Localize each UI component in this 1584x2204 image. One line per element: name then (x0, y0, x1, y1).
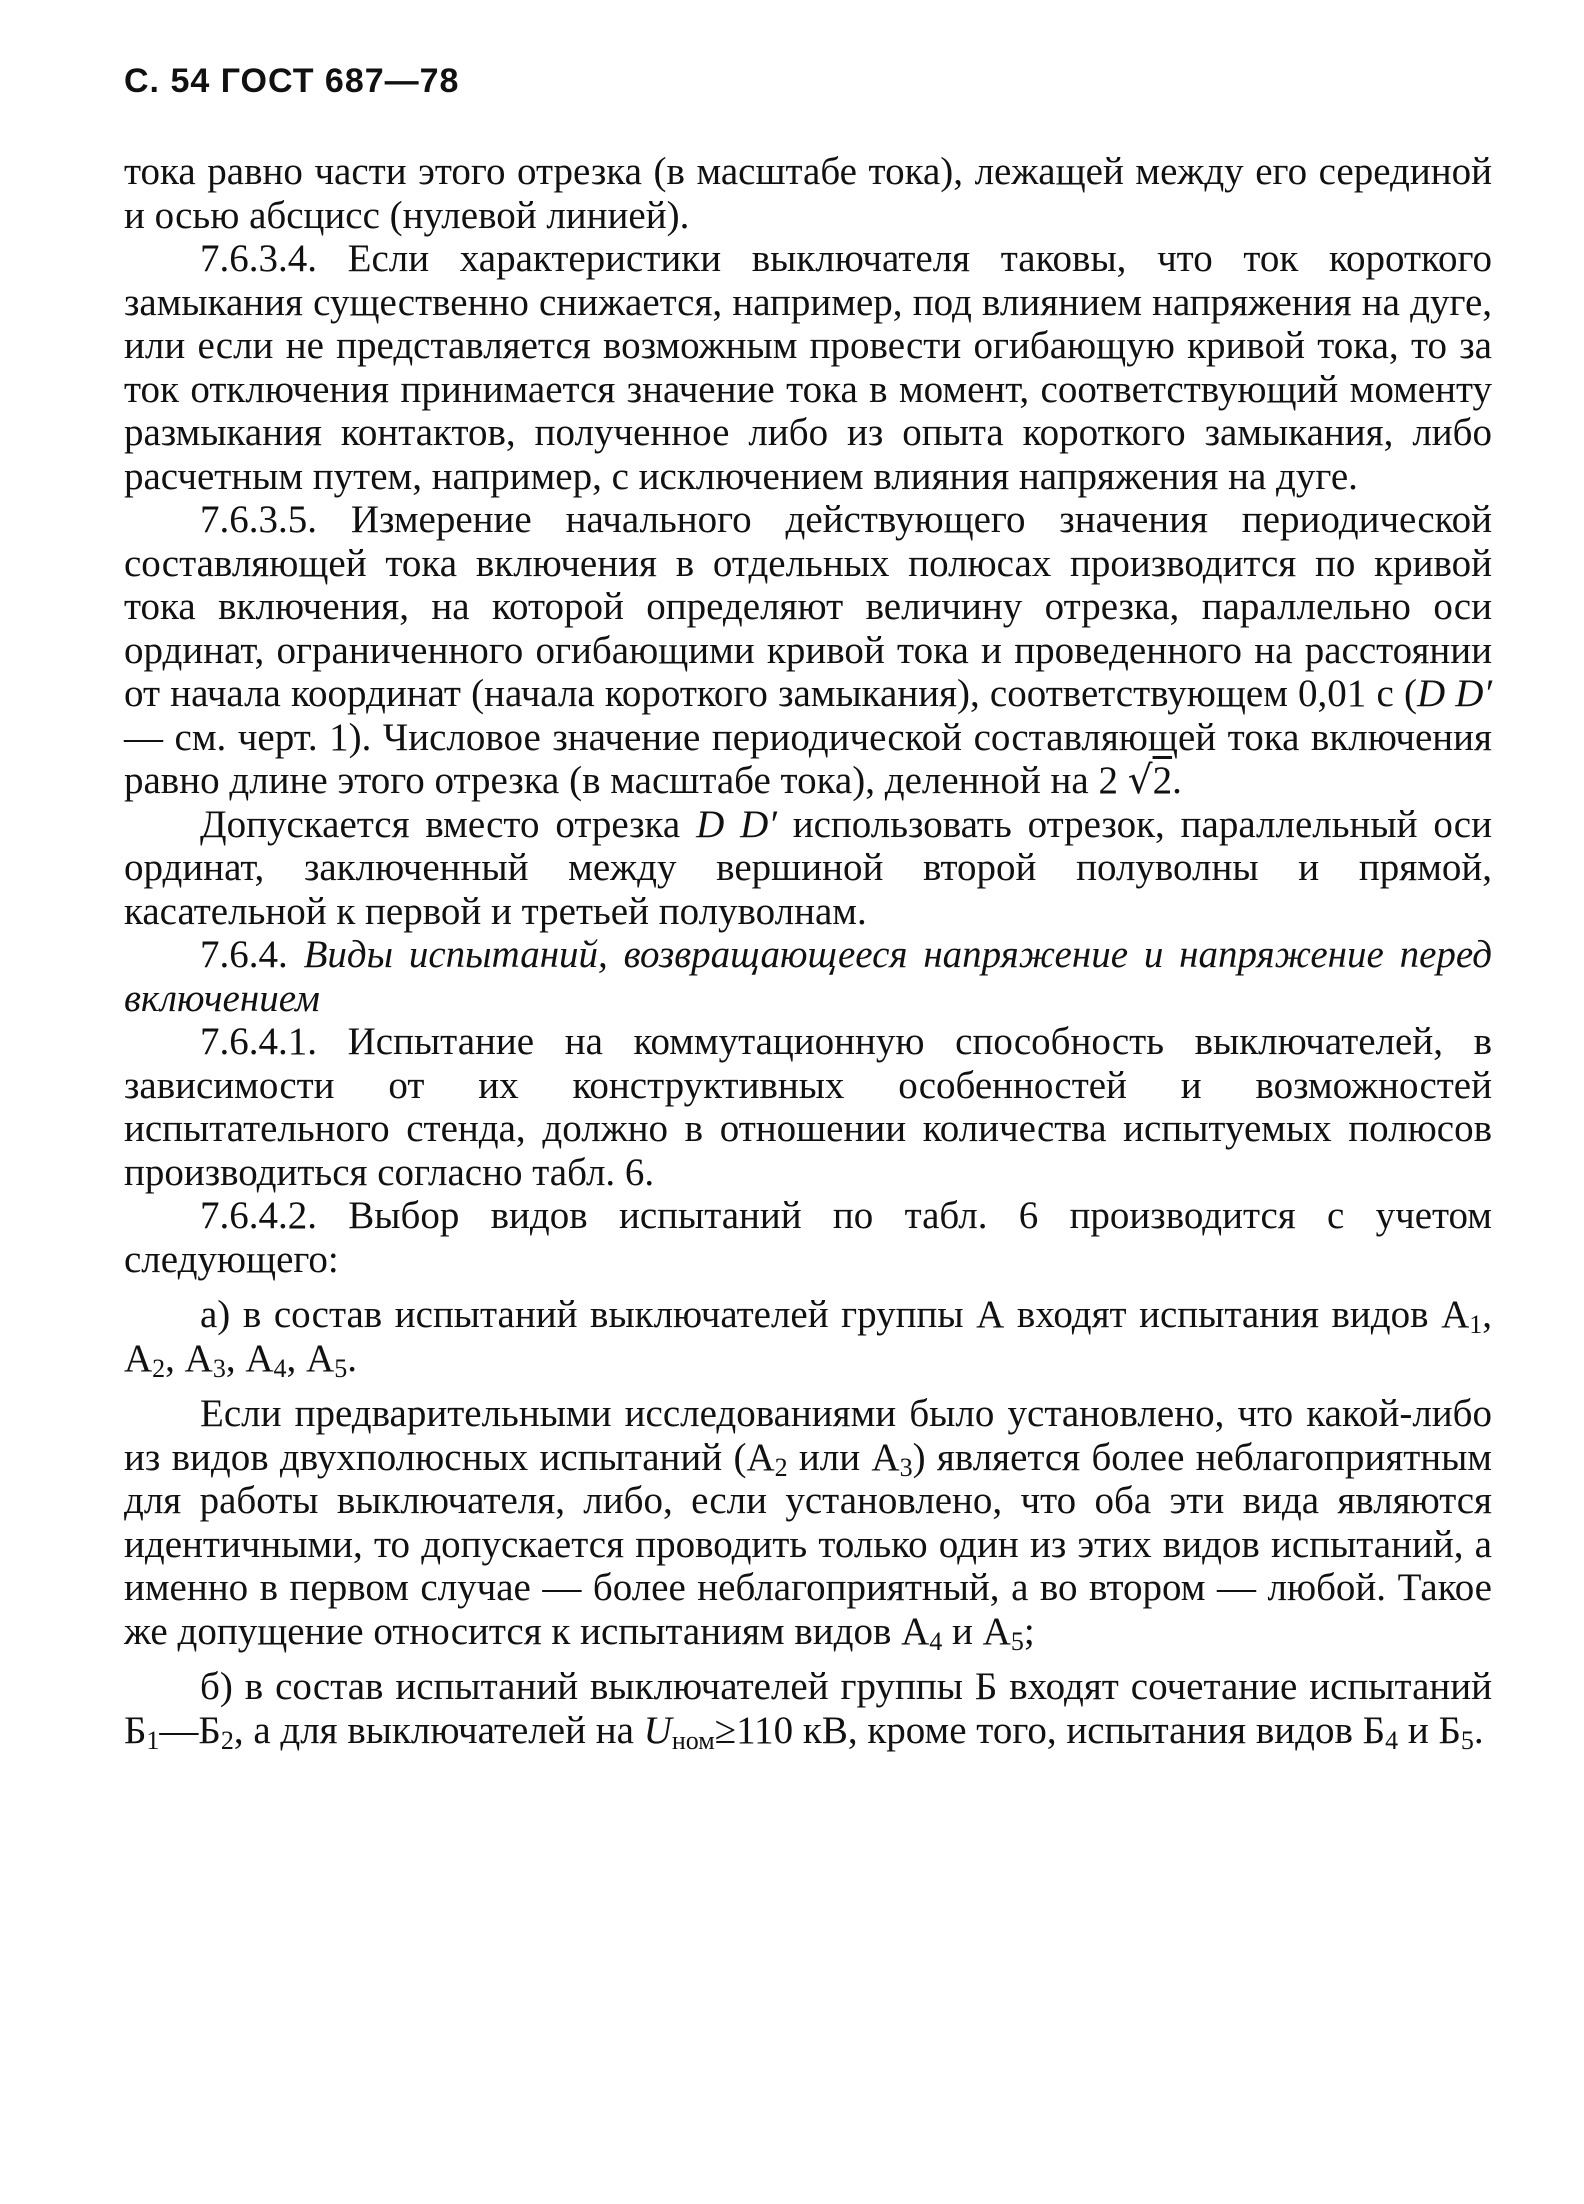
paragraph-conditions (124, 1392, 1492, 1656)
paragraph-7-6-3-4: 7.6.3.4. Если характеристики выключателя таковы, что ток короткого замыкания существенно снижается, например, под влиянием напряжения на дуге, или если не представляется возможным провести огибающую кривой тока, то за ток отключения принимается значение тока в момент, соответствующий моменту размыкания контактов, полученное либо из опыта короткого замыкания, либо расчетным путем, например, с исключением влияния напряжения на дуге. (124, 237, 1492, 498)
separator: , (225, 1336, 246, 1380)
text-run: и (942, 1609, 983, 1653)
paragraph-7-6-4-2: 7.6.4.2. Выбор видов испытаний по табл. 6 производится с учетом следующего: (124, 1194, 1492, 1281)
text-run: использовать отрезок, параллельный оси ординат, заключенный между вершиной второй полуволны и прямой, касательной к первой и третьей полуволнам. (124, 802, 1492, 933)
test-type: А (245, 1336, 274, 1380)
test-type-index: 5 (1460, 1725, 1474, 1755)
list-item-a (124, 1293, 1492, 1383)
body-text (124, 150, 1492, 1755)
text-run: 7.6.3.5. Измерение начального действующего значения периодической составляющей тока включения в отдельных полюсах производится по кривой тока включения, на которой определяют величину отрезка, параллельно оси ординат, ограниченного огибающими кривой тока и проведенного на расстоянии от начала координат (начала короткого замыкания), соответствующем 0,01 с ( (124, 498, 1492, 715)
text-run: или (787, 1435, 872, 1479)
text-run: б) в состав испытаний выключателей группы Б входят сочетание испытаний (200, 1665, 1492, 1708)
separator: , (286, 1336, 307, 1380)
paragraph-allowance (124, 803, 1492, 934)
separator: , (165, 1336, 185, 1380)
test-type-index: 5 (334, 1353, 348, 1383)
test-type: А (901, 1609, 930, 1653)
test-type: А (1441, 1293, 1470, 1336)
section-title: Виды испытаний, возвращающееся напряжение и напряжение перед включением (124, 933, 1492, 1020)
test-type: Б (1362, 1708, 1386, 1752)
text-run: Если предварительными исследованиями было установлено, что какой-либо из видов двухполюсных испытаний ( (124, 1392, 1492, 1479)
paragraph-7-6-4-1: 7.6.4.1. Испытание на коммутационную способность выключателей, в зависимости от их конструктивных особенностей и возможностей испытательного стенда, должно в отношении количества испытуемых полюсов производиться согласно табл. 6. (124, 1020, 1492, 1194)
text-run: . (1473, 1708, 1484, 1752)
test-type-index: 5 (1010, 1626, 1024, 1656)
text-run: и (1398, 1708, 1439, 1752)
test-type-index: 3 (899, 1452, 913, 1482)
running-head: С. 54 ГОСТ 687—78 (124, 62, 460, 100)
list-item-b (124, 1665, 1492, 1755)
test-type-index: 2 (774, 1452, 788, 1482)
text-run: ) является более неблагоприятным для работы выключателя, либо, если установлено, что оба эти вида являются идентичными, то допускается проводить только один из этих видов испытаний, а именно в первом случае — более неблагоприятный, а во втором — любой. Такое же допущение относится к испытаниям видов (124, 1435, 1492, 1653)
sqrt-radicand: 2 (1152, 759, 1173, 802)
sqrt-sign: √ (1127, 758, 1153, 803)
separator: , (1482, 1293, 1492, 1336)
test-type-index: 1 (146, 1725, 160, 1755)
paragraph-continuation: тока равно части этого отрезка (в масштабе тока), лежащей между его серединой и осью абсцисс (нулевой линией). (124, 150, 1492, 237)
text-run: а) в состав испытаний выключателей группы А входят испытания видов (200, 1293, 1442, 1336)
test-type: А (306, 1336, 335, 1380)
test-type: Б (1438, 1708, 1461, 1752)
voltage-symbol: U (643, 1708, 672, 1752)
test-type-index: 4 (1385, 1725, 1399, 1755)
segment-symbol: D D′ (696, 802, 777, 846)
text-run: ; (1023, 1609, 1035, 1653)
paragraph-7-6-3-5 (124, 498, 1492, 803)
test-type-index: 4 (929, 1626, 943, 1656)
test-type: А (746, 1435, 775, 1479)
text-run: — (159, 1708, 199, 1752)
text-run: ≥110 кВ, кроме того, испытания видов (714, 1708, 1363, 1752)
test-type-index: 2 (220, 1725, 234, 1755)
test-type: А (184, 1336, 213, 1380)
test-type-index: 1 (1469, 1310, 1483, 1339)
text-run: — см. черт. 1). Числовое значение периодической составляющей тока включения равно длине этого отрезка (в масштабе тока), деленной на 2 (124, 715, 1492, 802)
text-run: Допускается вместо отрезка (200, 802, 697, 846)
segment-symbol: D D′ (1416, 672, 1492, 715)
test-type-index: 4 (273, 1353, 287, 1383)
text-run: . (347, 1336, 357, 1380)
section-heading-7-6-4 (124, 933, 1492, 1020)
test-type-index: 3 (212, 1353, 226, 1383)
test-type: А (871, 1435, 900, 1479)
test-type: Б (198, 1708, 221, 1752)
section-number: 7.6.4. (200, 933, 304, 976)
text-run: . (1172, 759, 1182, 802)
test-type-index: 2 (152, 1353, 166, 1383)
test-type: Б (124, 1708, 147, 1752)
test-type: А (124, 1336, 153, 1380)
text-run: , а для выключателей на (233, 1708, 644, 1752)
voltage-subscript: ном (671, 1725, 715, 1755)
test-type: А (982, 1609, 1011, 1653)
